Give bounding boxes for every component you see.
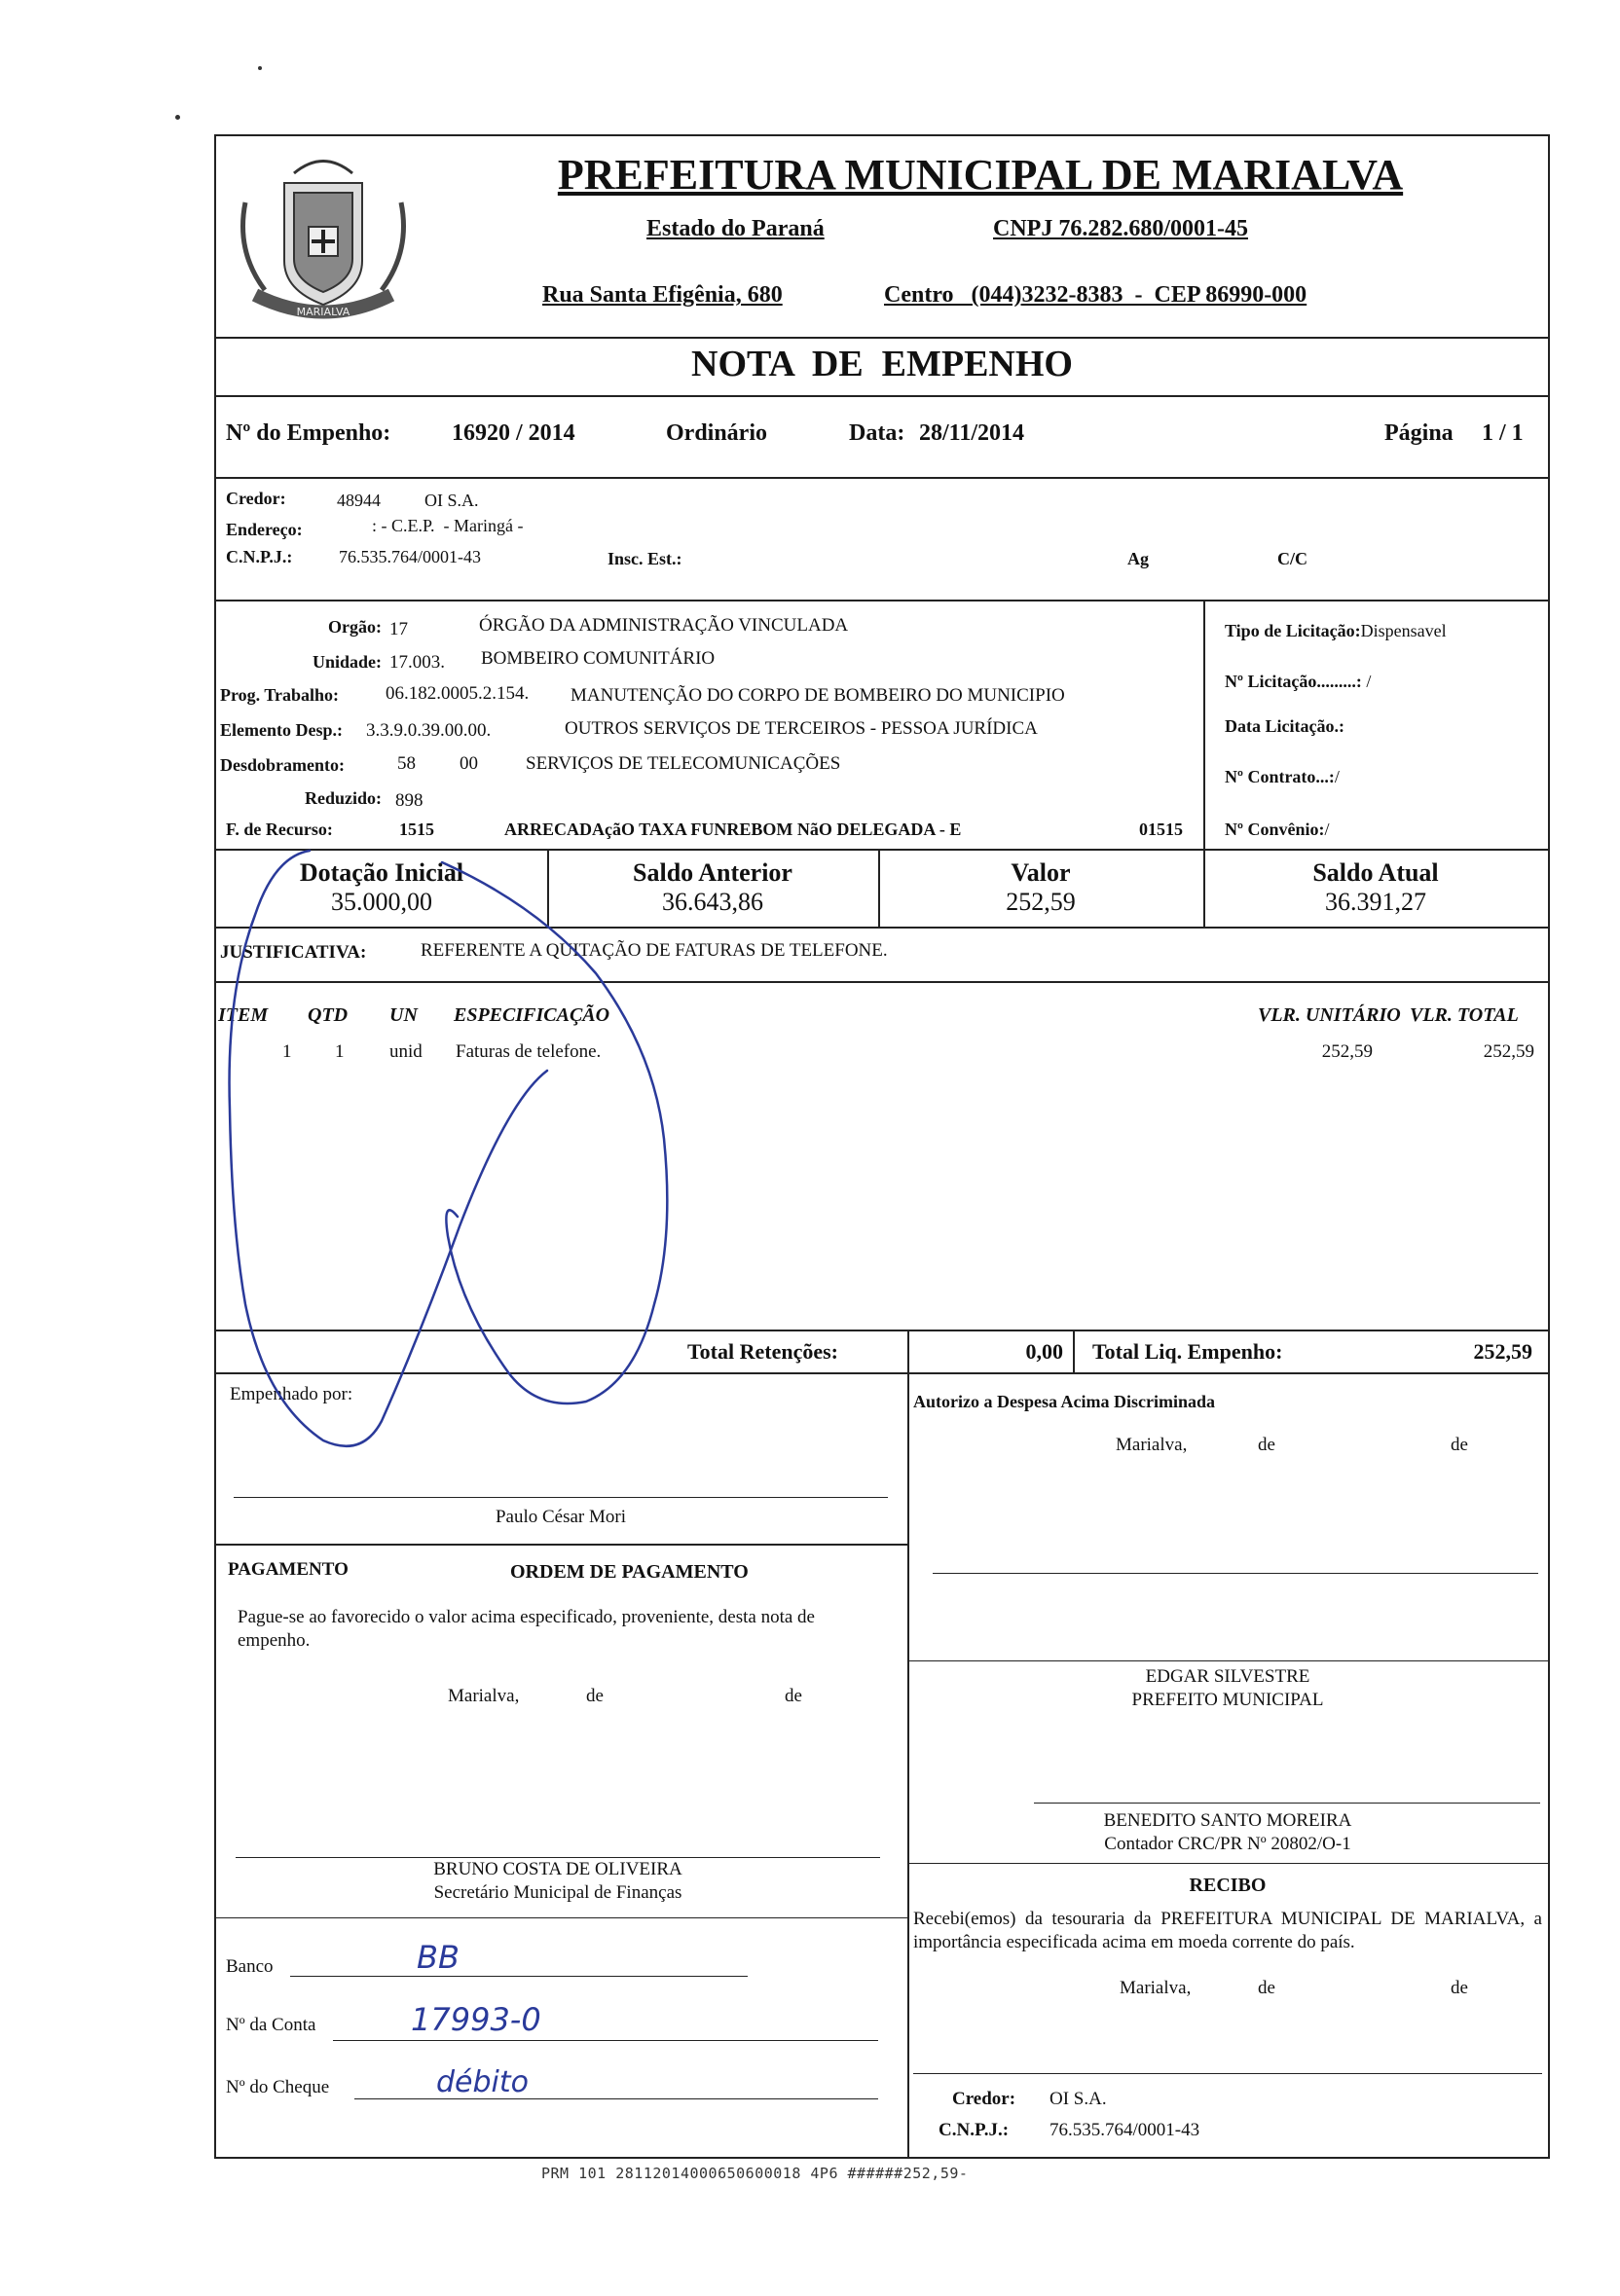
page-number: 1 / 1 xyxy=(1482,420,1524,446)
autorizo-place: Marialva, xyxy=(1116,1435,1188,1455)
row-item: 1 xyxy=(282,1041,292,1062)
desdobramento-label: Desdobramento: xyxy=(220,755,345,775)
tipo-licitacao: Tipo de Licitação:Dispensavel xyxy=(1225,621,1447,640)
conta-label: Nº da Conta xyxy=(226,2015,316,2035)
contador-name: BENEDITO SANTO MOREIRA xyxy=(1103,1810,1352,1831)
pen-signature xyxy=(216,136,1548,2161)
autorizo-label: Autorizo a Despesa Acima Discriminada xyxy=(913,1392,1215,1411)
unidade-label: Unidade: xyxy=(312,652,382,672)
header-cnpj: CNPJ 76.282.680/0001-45 xyxy=(993,216,1248,241)
fonte-code: 1515 xyxy=(399,820,434,839)
empenhado-name: Paulo César Mori xyxy=(495,1507,627,1527)
orgao-desc: ÓRGÃO DA ADMINISTRAÇÃO VINCULADA xyxy=(479,615,849,636)
credor-label: Credor: xyxy=(226,489,286,508)
orgao-code: 17 xyxy=(389,619,408,639)
desdobramento-sub: 00 xyxy=(460,753,478,774)
date-label: Data: xyxy=(849,420,905,446)
recibo-cnpj-label: C.N.P.J.: xyxy=(939,2120,1010,2140)
reduzido-label: Reduzido: xyxy=(304,788,382,808)
credor-name: OI S.A. xyxy=(424,491,479,510)
cnpj-label: C.N.P.J.: xyxy=(226,547,293,566)
pagamento-place: Marialva, xyxy=(448,1686,520,1706)
data-licitacao: Data Licitação.: xyxy=(1225,716,1344,736)
col-header-qtd: QTD xyxy=(308,1004,349,1026)
cheque-value: débito xyxy=(436,2065,529,2099)
elemento-label: Elemento Desp.: xyxy=(220,720,343,740)
endereco-value: : - C.E.P. - Maringá - xyxy=(372,516,524,535)
numero-licitacao: Nº Licitação.........: / xyxy=(1225,672,1372,691)
conta-value: 17993-0 xyxy=(411,2001,541,2038)
reduzido-code: 898 xyxy=(395,790,423,811)
total-liq-label: Total Liq. Empenho: xyxy=(1092,1339,1283,1364)
saldo-anterior-label: Saldo Anterior xyxy=(633,858,792,887)
col-header-un: UN xyxy=(389,1004,418,1026)
header-title: PREFEITURA MUNICIPAL DE MARIALVA xyxy=(557,151,1404,199)
ordem-pagamento-label: ORDEM DE PAGAMENTO xyxy=(510,1561,749,1583)
row-un: unid xyxy=(389,1041,423,1062)
footer-stamp: PRM 101 28112014000650600018 4P6 ######252,59- xyxy=(541,2165,969,2182)
recibo-de1: de xyxy=(1258,1978,1275,1998)
col-header-spec: ESPECIFICAÇÃO xyxy=(454,1004,610,1026)
total-retencoes-value: 0,00 xyxy=(1025,1339,1063,1364)
saldo-anterior-value: 36.643,86 xyxy=(662,888,763,916)
header-contact: Centro (044)3232-8383 - CEP 86990-000 xyxy=(884,282,1307,308)
header-address: Rua Santa Efigênia, 680 xyxy=(542,282,783,308)
endereco-label: Endereço: xyxy=(226,520,303,539)
contador-title: Contador CRC/PR Nº 20802/O-1 xyxy=(1104,1834,1351,1854)
empenho-number: 16920 / 2014 xyxy=(452,420,575,446)
total-liq-value: 252,59 xyxy=(1473,1339,1532,1364)
prog-label: Prog. Trabalho: xyxy=(220,685,340,705)
credor-code: 48944 xyxy=(337,491,381,510)
col-header-item: ITEM xyxy=(218,1004,269,1026)
cheque-label: Nº do Cheque xyxy=(226,2077,330,2097)
empenhado-label: Empenhado por: xyxy=(230,1384,353,1404)
desdobramento-code: 58 xyxy=(397,753,416,774)
fonte-num: 01515 xyxy=(1139,820,1183,839)
nota-empenho-form xyxy=(214,134,1550,2159)
cnpj-value: 76.535.764/0001-43 xyxy=(339,547,481,566)
orgao-label: Orgão: xyxy=(328,617,382,637)
row-spec: Faturas de telefone. xyxy=(456,1041,602,1062)
pagamento-de2: de xyxy=(785,1686,802,1706)
crest-text: MARIALVA xyxy=(296,306,350,318)
prog-code: 06.182.0005.2.154. xyxy=(386,683,530,704)
col-header-unit: VLR. UNITÁRIO xyxy=(1258,1004,1401,1026)
recibo-label: RECIBO xyxy=(1189,1875,1267,1896)
autorizo-de1: de xyxy=(1258,1435,1275,1455)
empenho-date: 28/11/2014 xyxy=(919,420,1025,446)
prog-desc: MANUTENÇÃO DO CORPO DE BOMBEIRO DO MUNICIPIO xyxy=(571,685,1065,706)
saldo-atual-value: 36.391,27 xyxy=(1325,888,1426,916)
valor-label: Valor xyxy=(1011,858,1071,887)
numero-convenio: Nº Convênio:/ xyxy=(1225,820,1330,839)
fonte-desc: ARRECADAçãO TAXA FUNREBOM NãO DELEGADA - E xyxy=(504,820,962,839)
insc-label: Insc. Est.: xyxy=(608,549,682,568)
pagamento-de1: de xyxy=(586,1686,604,1706)
recibo-cnpj: 76.535.764/0001-43 xyxy=(1049,2120,1200,2140)
unidade-desc: BOMBEIRO COMUNITÁRIO xyxy=(481,648,716,669)
banco-value: BB xyxy=(417,1939,460,1976)
mayor-name: EDGAR SILVESTRE xyxy=(1145,1666,1310,1687)
page-label: Página xyxy=(1384,420,1454,446)
dotacao-inicial-label: Dotação Inicial xyxy=(299,858,464,887)
ag-label: Ag xyxy=(1127,549,1149,568)
unidade-code: 17.003. xyxy=(389,652,445,673)
desdobramento-desc: SERVIÇOS DE TELECOMUNICAÇÕES xyxy=(526,753,841,774)
recibo-credor-label: Credor: xyxy=(952,2089,1016,2109)
valor-value: 252,59 xyxy=(1006,888,1076,916)
doc-title: NOTA DE EMPENHO xyxy=(691,344,1073,384)
elemento-desc: OUTROS SERVIÇOS DE TERCEIROS - PESSOA JURÍDICA xyxy=(565,718,1038,739)
numero-contrato: Nº Contrato...:/ xyxy=(1225,767,1340,786)
header-state: Estado do Paraná xyxy=(646,216,825,241)
elemento-code: 3.3.9.0.39.00.00. xyxy=(366,720,492,741)
banco-label: Banco xyxy=(226,1956,274,1977)
empenho-type: Ordinário xyxy=(666,420,768,446)
recibo-text: Recebi(emos) da tesouraria da PREFEITURA MUNICIPAL DE MARIALVA, a importância especificada acima em moeda corrente do país. xyxy=(913,1909,1542,1952)
saldo-atual-label: Saldo Atual xyxy=(1312,858,1439,887)
stray-mark xyxy=(175,115,180,120)
stray-mark xyxy=(258,66,262,70)
mayor-title: PREFEITO MUNICIPAL xyxy=(1131,1690,1324,1710)
recibo-place: Marialva, xyxy=(1120,1978,1192,1998)
dotacao-inicial-value: 35.000,00 xyxy=(331,888,432,916)
row-total: 252,59 xyxy=(1483,1041,1534,1062)
pagamento-text: Pague-se ao favorecido o valor acima especificado, proveniente, desta nota de empenho. xyxy=(238,1607,815,1651)
recibo-de2: de xyxy=(1451,1978,1468,1998)
justificativa-text: REFERENTE A QUITAÇÃO DE FATURAS DE TELEFONE. xyxy=(421,940,888,961)
pagamento-label: PAGAMENTO xyxy=(228,1559,349,1580)
autorizo-de2: de xyxy=(1451,1435,1468,1455)
row-qtd: 1 xyxy=(335,1041,345,1062)
col-header-total: VLR. TOTAL xyxy=(1410,1004,1519,1026)
recibo-credor: OI S.A. xyxy=(1049,2089,1107,2109)
justificativa-label: JUSTIFICATIVA: xyxy=(220,942,367,963)
row-unit: 252,59 xyxy=(1321,1041,1373,1062)
fonte-label: F. de Recurso: xyxy=(226,820,333,839)
secretario-title: Secretário Municipal de Finanças xyxy=(433,1882,682,1903)
cc-label: C/C xyxy=(1277,549,1307,568)
empenho-label: Nº do Empenho: xyxy=(226,420,391,446)
total-retencoes-label: Total Retenções: xyxy=(687,1339,838,1364)
secretario-name: BRUNO COSTA DE OLIVEIRA xyxy=(433,1859,682,1879)
